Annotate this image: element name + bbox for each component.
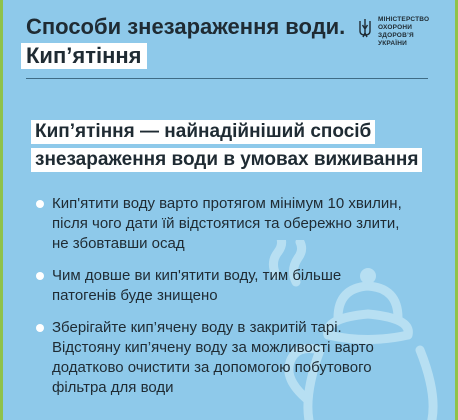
title-line-2: Кип’ятіння (21, 43, 147, 69)
bullet-item-storage (36, 318, 436, 398)
bullet-dot (36, 200, 44, 208)
bullet-text-line: Зберігайте кип’ячену воду в закритій тарі. (52, 319, 342, 336)
bullet-dot (36, 272, 44, 280)
left-edge-stripe (0, 0, 3, 420)
ministry-logo (358, 16, 429, 48)
bullet-text-line: Чим довше ви кип'ятити воду, тим більше (52, 267, 342, 284)
ministry-line: ОХОРОНИ (378, 24, 413, 31)
bullet-item-boil-duration (36, 194, 436, 254)
bullet-dot (36, 324, 44, 332)
subheading-line-1: Кип’ятіння — найнадійніший спосіб (31, 120, 375, 144)
ukraine-trident-icon (358, 18, 372, 38)
ministry-line: ЗДОРОВ’Я (378, 32, 414, 39)
bullet-text-line: не збовтавши осад (52, 235, 185, 252)
page-header (26, 14, 345, 72)
bullet-list (36, 194, 436, 410)
ministry-line: УКРАЇНИ (378, 40, 408, 47)
subheading (31, 120, 422, 176)
ministry-line: МІНІСТЕРСТВО (378, 16, 430, 23)
title-line-1: Способи знезараження води. (26, 14, 346, 39)
subheading-line-2: знезараження води в умовах виживання (31, 148, 422, 172)
header-divider (26, 78, 428, 79)
bullet-text-line: Кип'ятити воду варто протягом мінімум 10 хвилин, (52, 195, 402, 212)
ministry-name (378, 16, 429, 48)
bullet-text-line: фільтра для води (52, 379, 174, 396)
bullet-text-line: патогенів буде знищено (52, 287, 218, 304)
bullet-item-longer-boil (36, 266, 436, 306)
bullet-text-line: після чого дати їй відстоятися та обережно злити, (52, 215, 400, 232)
bullet-text-line: додатково очистити за допомогою побутового (52, 359, 372, 376)
bullet-text-line: Відстояну кип’ячену воду за можливості варто (52, 339, 374, 356)
